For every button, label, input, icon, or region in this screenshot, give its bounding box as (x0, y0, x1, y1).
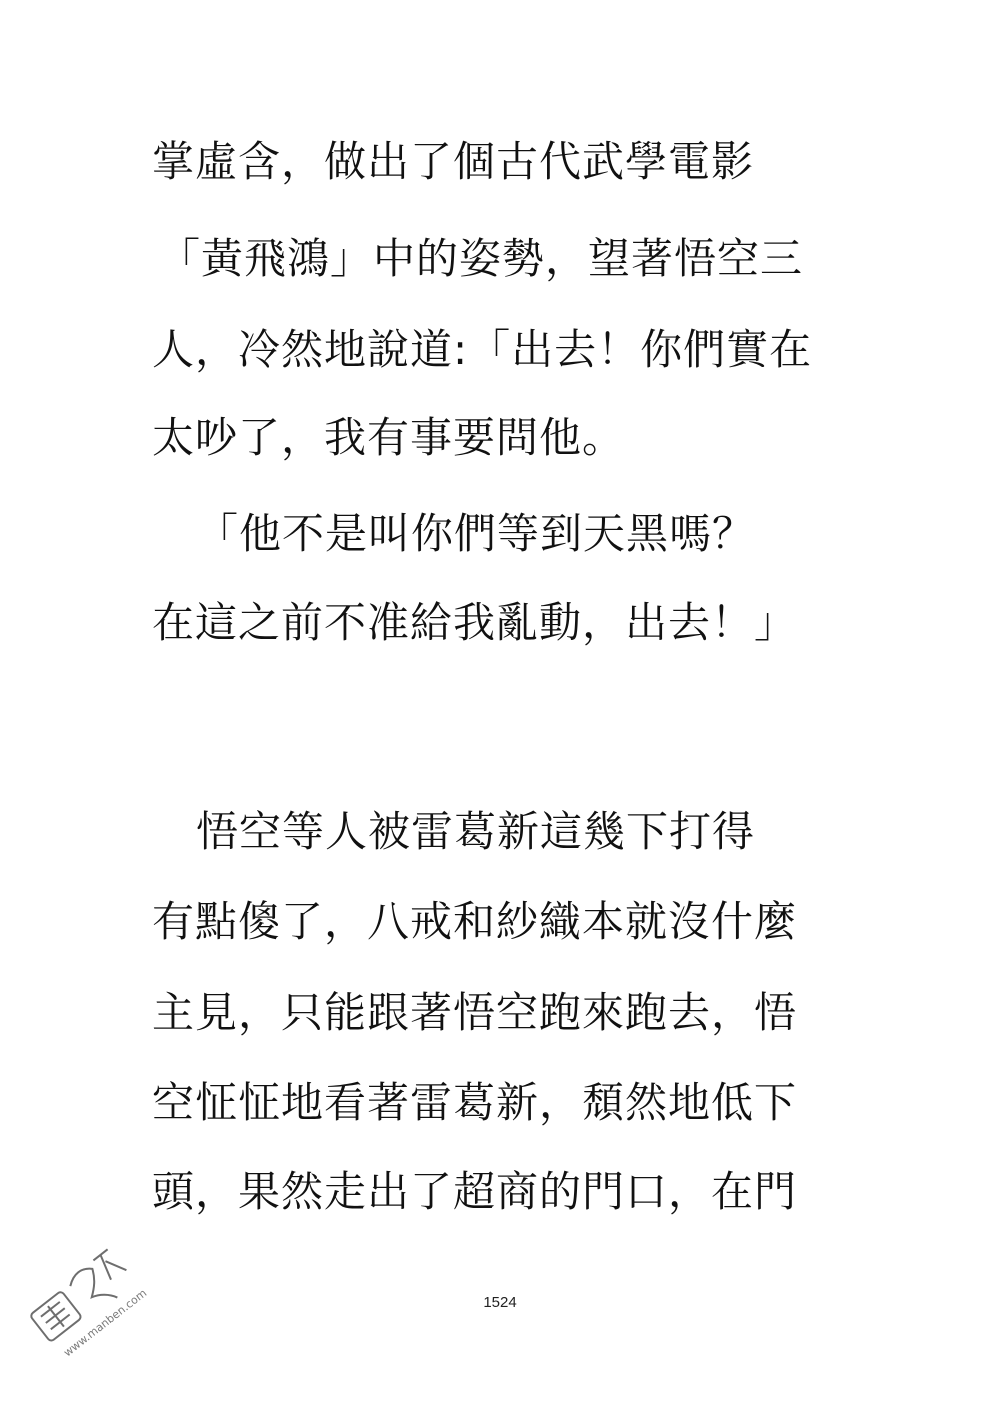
text-line-9: 主見，只能跟著悟空跑來跑去，悟 (152, 988, 798, 1037)
text-line-2: 「黃飛鴻」中的姿勢，望著悟空三 (158, 234, 804, 283)
text-line-4: 太吵了，我有事要問他。 (152, 413, 626, 462)
text-line-1: 掌虛含，做出了個古代武學電影 (152, 137, 755, 186)
text-line-11: 頭，果然走出了超商的門口，在門 (152, 1167, 798, 1216)
text-line-6: 在這之前不准給我亂動，出去！」 (152, 598, 798, 647)
text-line-7: 悟空等人被雷葛新這幾下打得 (196, 807, 756, 856)
watermark-logo (10, 1230, 160, 1370)
watermark-url: www.manben.com (61, 1286, 150, 1360)
text-line-3: 人，冷然地說道:「出去！你們實在 (152, 325, 813, 374)
text-line-8: 有點傻了，八戒和紗織本就沒什麼 (152, 897, 798, 946)
text-line-10: 空怔怔地看著雷葛新，頹然地低下 (152, 1078, 798, 1127)
page-number: 1524 (483, 1294, 517, 1311)
text-line-5: 「他不是叫你們等到天黑嗎？ (196, 509, 756, 558)
